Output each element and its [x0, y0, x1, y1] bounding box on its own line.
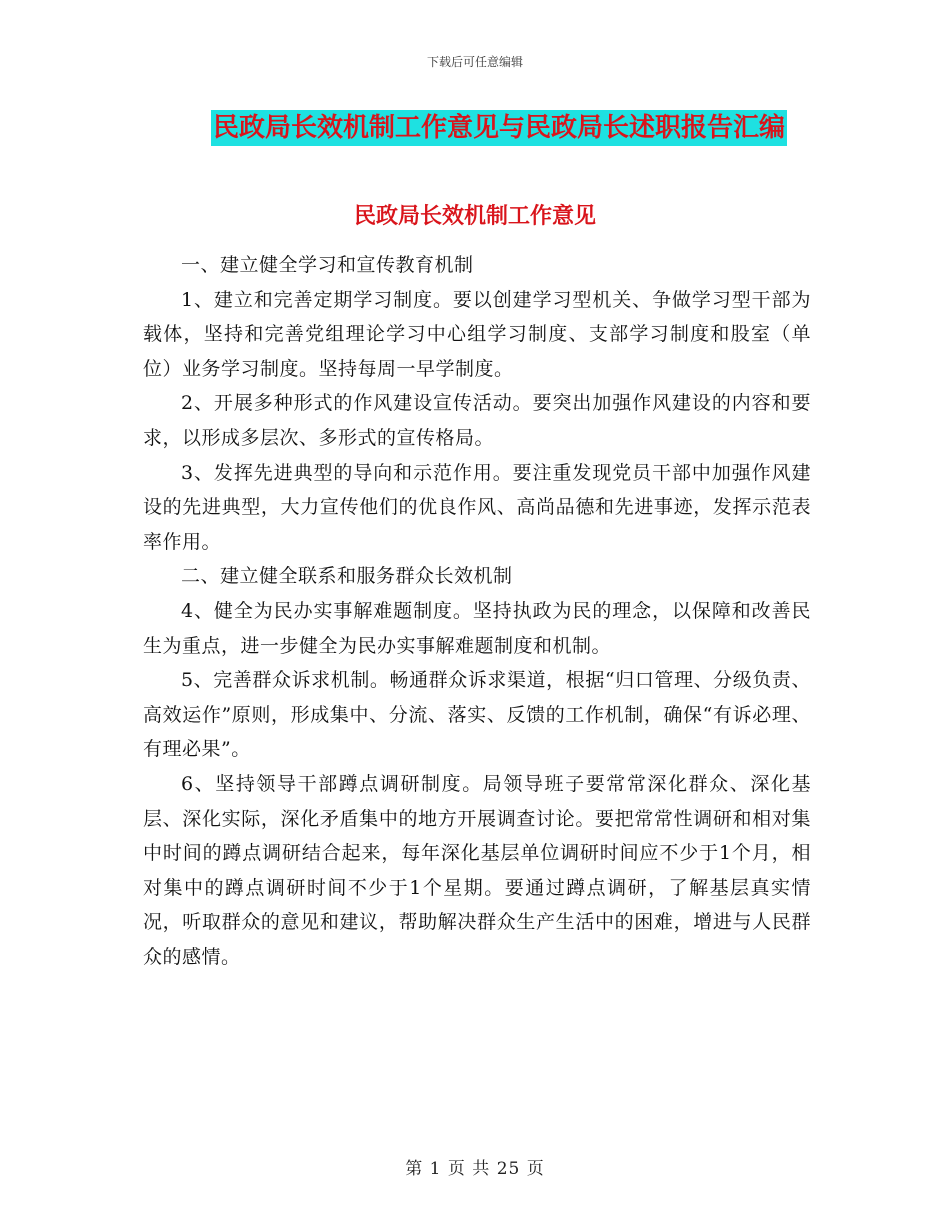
page-number-footer: 第 1 页 共 25 页 — [405, 1159, 545, 1179]
paragraph-5: 5、完善群众诉求机制。畅通群众诉求渠道，根据“归口管理、分级负责、高效运作”原则，形成集中、分流、落实、反馈的工作机制，确保“有诉必理、有理必果”。 — [143, 669, 811, 761]
heading-2: 二、建立健全联系和服务群众长效机制 — [181, 565, 513, 588]
main-title-container — [0, 110, 950, 146]
document-body — [143, 248, 811, 974]
paragraph-3: 3、发挥先进典型的导向和示范作用。要注重发现党员干部中加强作风建设的先进典型，大力宣传他们的优良作风、高尚品德和先进事迹，发挥示范表率作用。 — [143, 461, 811, 553]
page-header-note: 下载后可任意编辑 — [426, 55, 523, 69]
paragraph-2: 2、开展多种形式的作风建设宣传活动。要突出加强作风建设的内容和要求，以形成多层次、多形式的宣传格局。 — [143, 392, 811, 449]
paragraph-4: 4、健全为民办实事解难题制度。坚持执政为民的理念，以保障和改善民生为重点，进一步健全为民办实事解难题制度和机制。 — [143, 599, 811, 657]
section-title: 民政局长效机制工作意见 — [353, 203, 596, 229]
document-title: 民政局长效机制工作意见与民政局长述职报告汇编 — [211, 110, 787, 146]
heading-1: 一、建立健全学习和宣传教育机制 — [181, 254, 474, 276]
paragraph-6: 6、坚持领导干部蹲点调研制度。局领导班子要常常深化群众、深化基层、深化实际，深化矛盾集中的地方开展调查讨论。要把常常性调研和相对集中时间的蹲点调研结合起来，每年深化基层单位调研时间应不少于1个月，相对集中的蹲点调研时间不少于1个星期。要通过蹲点调研，了解基层真实情况，听取群众的意见和建议，帮助解决群众生产生活中的困难，增进与人民群众的感情。 — [143, 772, 811, 968]
paragraph-1: 1、建立和完善定期学习制度。要以创建学习型机关、争做学习型干部为载体，坚持和完善党组理论学习中心组学习制度、支部学习制度和股室（单位）业务学习制度。坚持每周一早学制度。 — [143, 288, 811, 380]
